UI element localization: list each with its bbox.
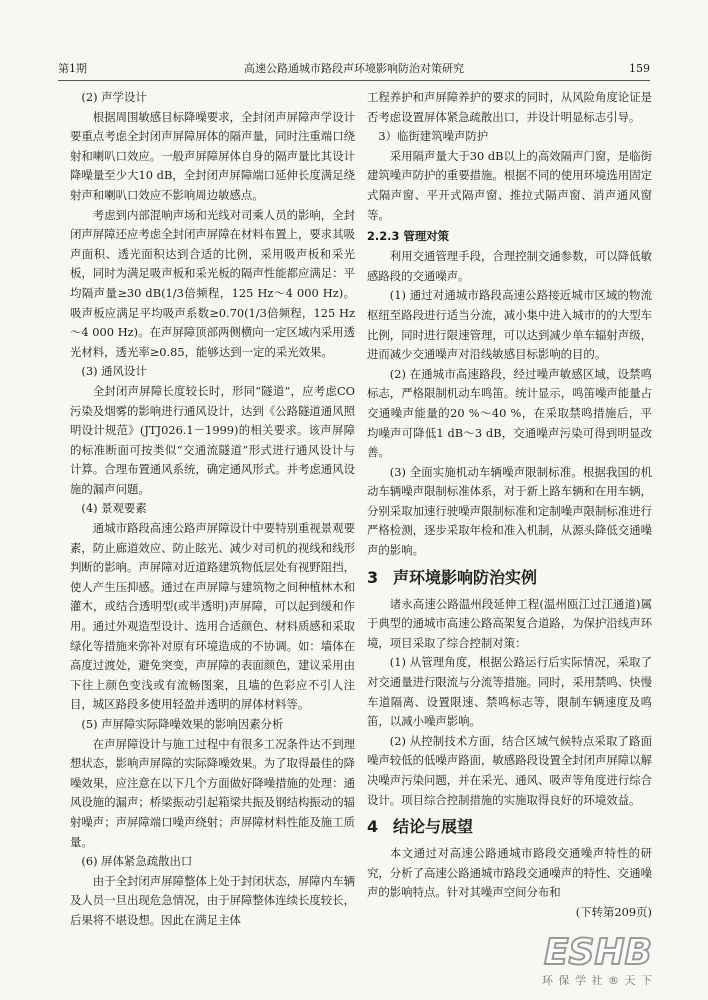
running-title: 高速公路通城市路段声环境影响防治对策研究 [244,62,464,75]
section-landscape-title: (4) 景观要素 [81,501,147,516]
paragraph: 根据周围敏感目标降噪要求，全封闭声屏障声学设计要重点考虑全封闭声屏障屏体的隔声量，同时注重端口绕射和喇叭口效应。一般声屏障屏体自身的隔声量比其设计降噪量至少大10 dB，全封闭声屏障端口延伸长度满足绕射声和喇叭口效应不影响周边敏感点。 [70,109,355,202]
paragraph-continued: 工程养护和声屏障养护的要求的同时，从风险角度论证是否考虑设置屏体紧急疏散出口，并设计明显标志引导。 [367,90,652,124]
section-emergency-exit-title: (6) 屏体紧急疏散出口 [81,854,193,869]
heading-2-2-3: 2.2.3 管理对策 [367,229,449,244]
left-column [70,88,355,931]
watermark-logo-text: ESHB [543,932,652,972]
watermark-caption: 环 保 学 社 ® 天 下 [542,974,653,987]
list-item: (1) 从管理角度，根据公路运行后实际情况，采取了对交通量进行限流与分流等措施。同时，采用禁鸣、快慢车道隔离、设置限速、禁鸣标志等，限制车辆速度及鸣笛，以减小噪声影响。 [367,655,652,729]
list-item: (2) 在通城市高速路段，经过噪声敏感区域，设禁鸣标志，严格限制机动车鸣笛。统计显示，鸣笛噪声能量占交通噪声能量的20 %～40 %，在采取禁鸣措施后，平均噪声可降低1 dB～3 dB，交通噪声污染可得到明显改善。 [367,366,652,460]
paragraph: 考虑到内部混响声场和光线对司乘人员的影响，全封闭声屏障还应考虑全封闭声屏障在材料布置上，要求其吸声面积、透光面积达到合适的比例，采用吸声板和采光板，同时为满足吸声板和采光板的隔声性能都应满足：平均隔声量≥30 dB(1/3倍频程，125 Hz～4 000 Hz)。吸声板应满足平均吸声系数≥0.70(1/3倍频程，125 Hz～4 000 Hz)。在声屏障顶部两侧横向一定区域内采用透光材料，透光率≥0.85，能够达到一定的采光效果。 [70,207,355,359]
issue-number: 第1期 [58,62,87,75]
right-column [367,88,652,923]
paragraph: 本文通过对高速公路通城市路段交通噪声特性的研究，分析了高速公路通城市路段交通噪声的特性、交通噪声的影响特点。针对其噪声空间分布和 [367,846,652,900]
heading-section-3 [367,563,652,593]
paragraph: 诸永高速公路温州段延伸工程(温州瓯江过江通道)属于典型的通城市高速公路高架复合道路，为保护沿线声环境，项目采取了综合控制对策： [367,596,652,650]
list-item: (1) 通过对通城市路段高速公路接近城市区域的物流枢纽至路段进行适当分流，减小集中进入城市的的大型车比例，同时进行限速管理，可以达到减少单车辐射声级，进而减少交通噪声对沿线敏感目标影响的目的。 [367,288,652,362]
list-item: (2) 从控制技术方面，结合区域气候特点采取了路面噪声较低的低噪声路面，敏感路段设置全封闭声屏障以解决噪声污染问题，并在采光、通风、吸声等角度进行综合设计。项目综合控制措施的实施取得良好的环境效益。 [367,733,652,807]
section-acoustic-design-title: (2) 声学设计 [81,90,147,104]
paragraph: 全封闭声屏障长度较长时，形同“隧道”，应考虑CO污染及烟雾的影响进行通风设计，达到《公路隧道通风照明设计规范》(JTJ026.1－1999)的相关要求。该声屏障的标准断面可按类似“交通流隧道”形式进行通风设计与计算。合理布置通风系统，确定通风形式。并考虑通风设施的漏声问题。 [70,383,355,496]
paragraph: 由于全封闭声屏障整体上处于封闭状态，屏障内车辆及人员一旦出现危急情况，由于屏障整体连续长度较长，后果将不堪设想。因此在满足主体 [70,873,355,927]
section-factors-title: (5) 声屏障实际降噪效果的影响因素分析 [81,717,284,731]
list-item: (3) 全面实施机动车辆噪声限制标准。根据我国的机动车辆噪声限制标准体系，对于新上路车辆和在用车辆，分别采取加速行驶噪声限制标准和定制噪声限制标准进行严格检测，逐步采取年检和准入机制，从源头降低交通噪声的影响。 [367,464,652,558]
heading-number: 4 [367,817,379,837]
heading-text: 结论与展望 [393,817,474,837]
watermark-logo-icon [523,930,673,972]
paragraph: 利用交通管理手段，合理控制交通参数，可以降低敏感路段的交通噪声。 [367,249,652,283]
page-number: 159 [629,62,650,75]
heading-text: 声环境影响防治实例 [393,567,538,587]
section-ventilation-title: (3) 通风设计 [81,364,147,379]
continued-note: (下转第209页) [575,904,652,919]
paragraph: 通城市路段高速公路声屏障设计中要特别重视景观要素，防止廊道效应、防止眩光、减少对司机的视线和线形判断的影响。声屏障对近道路建筑物低层处有视野阻挡，使人产生压抑感。通过在声屏障与建筑物之间种植林木和灌木，或结合透明型(或半透明)声屏障，可以起到缓和作用。通过外观造型设计、选用合适颜色、材料质感和采取绿化等措施来弥补对原有环境造成的不协调。如：墙体在高度过渡处，避免突变，声屏障的表面颜色，建议采用由下往上颜色变浅或有流畅图案，且墙的色彩应不引人注目，城区路段多使用轻盈并透明的屏体材料等。 [70,521,355,712]
paragraph: 在声屏障设计与施工过程中有很多工况条件达不到理想状态，影响声屏障的实际降噪效果。为了取得最佳的降噪效果，应注意在以下几个方面做好降噪措施的处理：通风设施的漏声；桥梁振动引起箱梁共振及钢结构振动的辐射噪声；声屏障端口噪声绕射；声屏障材料性能及施工质量。 [70,736,355,849]
running-header [58,60,650,81]
paragraph: 采用隔声量大于30 dB以上的高效隔声门窗，是临街建筑噪声防护的重要措施。根据不同的使用环境选用固定式隔声窗、平开式隔声窗、推拉式隔声窗、消声通风窗等。 [367,148,652,222]
section-building-protection-title: 3）临街建筑噪声防护 [378,129,489,144]
heading-section-4 [367,812,652,842]
watermark [515,930,680,992]
heading-number: 3 [367,567,379,587]
